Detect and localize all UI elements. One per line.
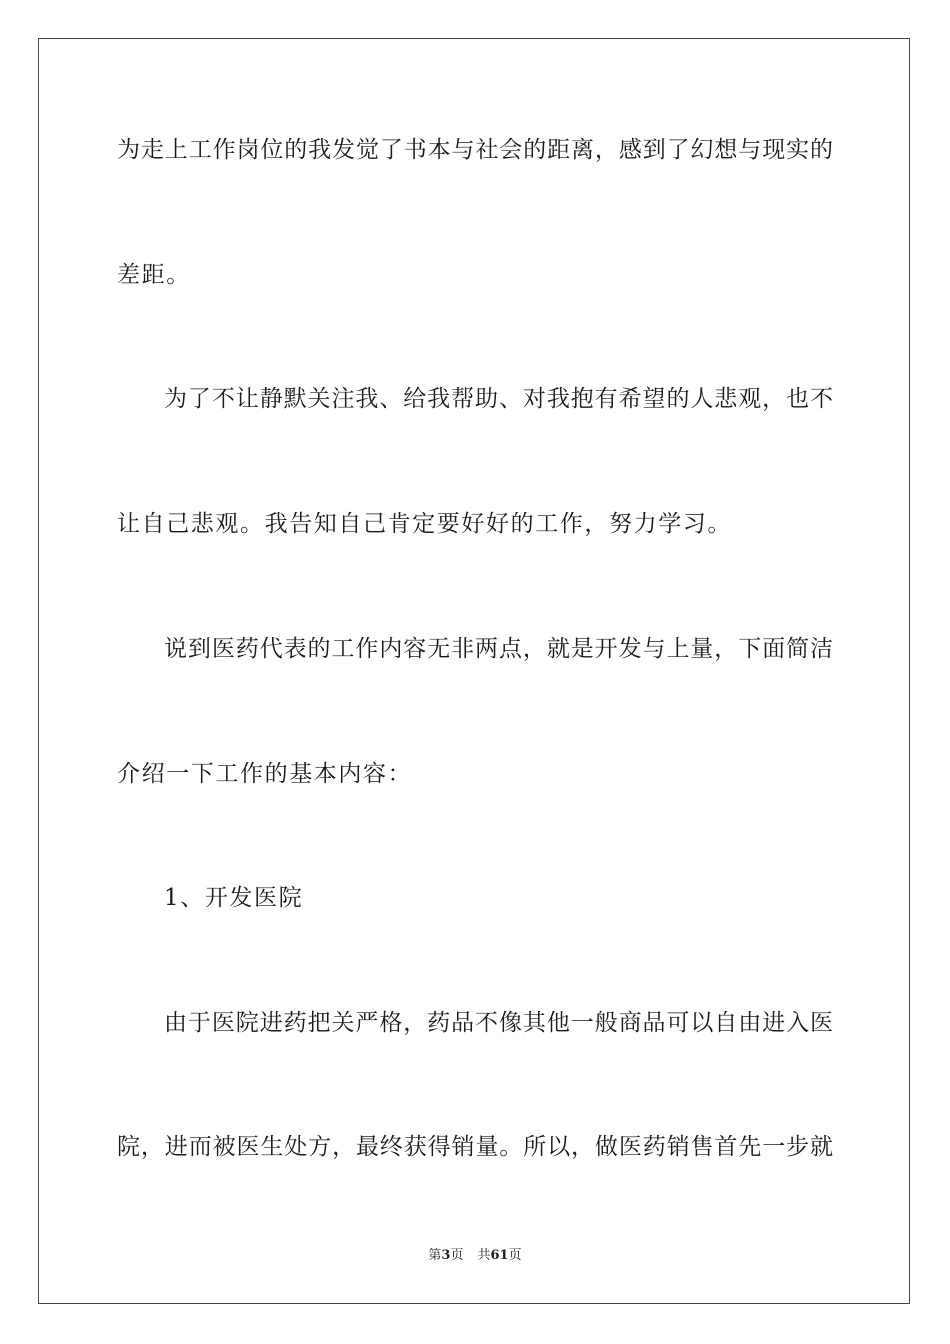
section-heading: 1、开发医院 — [164, 885, 304, 911]
total-prefix: 共 — [477, 1248, 491, 1263]
body-text-line-5: 说到医药代表的工作内容无非两点，就是开发与上量，下面简洁 — [164, 636, 833, 662]
page-prefix: 第 — [428, 1248, 442, 1263]
page-footer — [0, 1247, 950, 1265]
body-text-line-9: 院，进而被医生处方，最终获得销量。所以，做医药销售首先一步就 — [117, 1134, 833, 1160]
body-text-line-2: 差距。 — [117, 262, 191, 288]
page-border — [38, 38, 910, 1304]
total-pages: 61 — [490, 1248, 509, 1263]
page-number: 3 — [441, 1248, 451, 1263]
total-suffix: 页 — [508, 1248, 522, 1263]
body-text-line-6: 介绍一下工作的基本内容： — [117, 761, 413, 787]
body-text-line-4: 让自己悲观。我告知自己肯定要好好的工作，努力学习。 — [117, 511, 732, 537]
body-text-line-1: 为走上工作岗位的我发觉了书本与社会的距离，感到了幻想与现实的 — [117, 137, 833, 163]
body-text-line-3: 为了不让静默关注我、给我帮助、对我抱有希望的人悲观，也不 — [164, 386, 833, 412]
page-suffix: 页 — [450, 1248, 464, 1263]
body-text-line-8: 由于医院进药把关严格，药品不像其他一般商品可以自由进入医 — [164, 1010, 833, 1036]
